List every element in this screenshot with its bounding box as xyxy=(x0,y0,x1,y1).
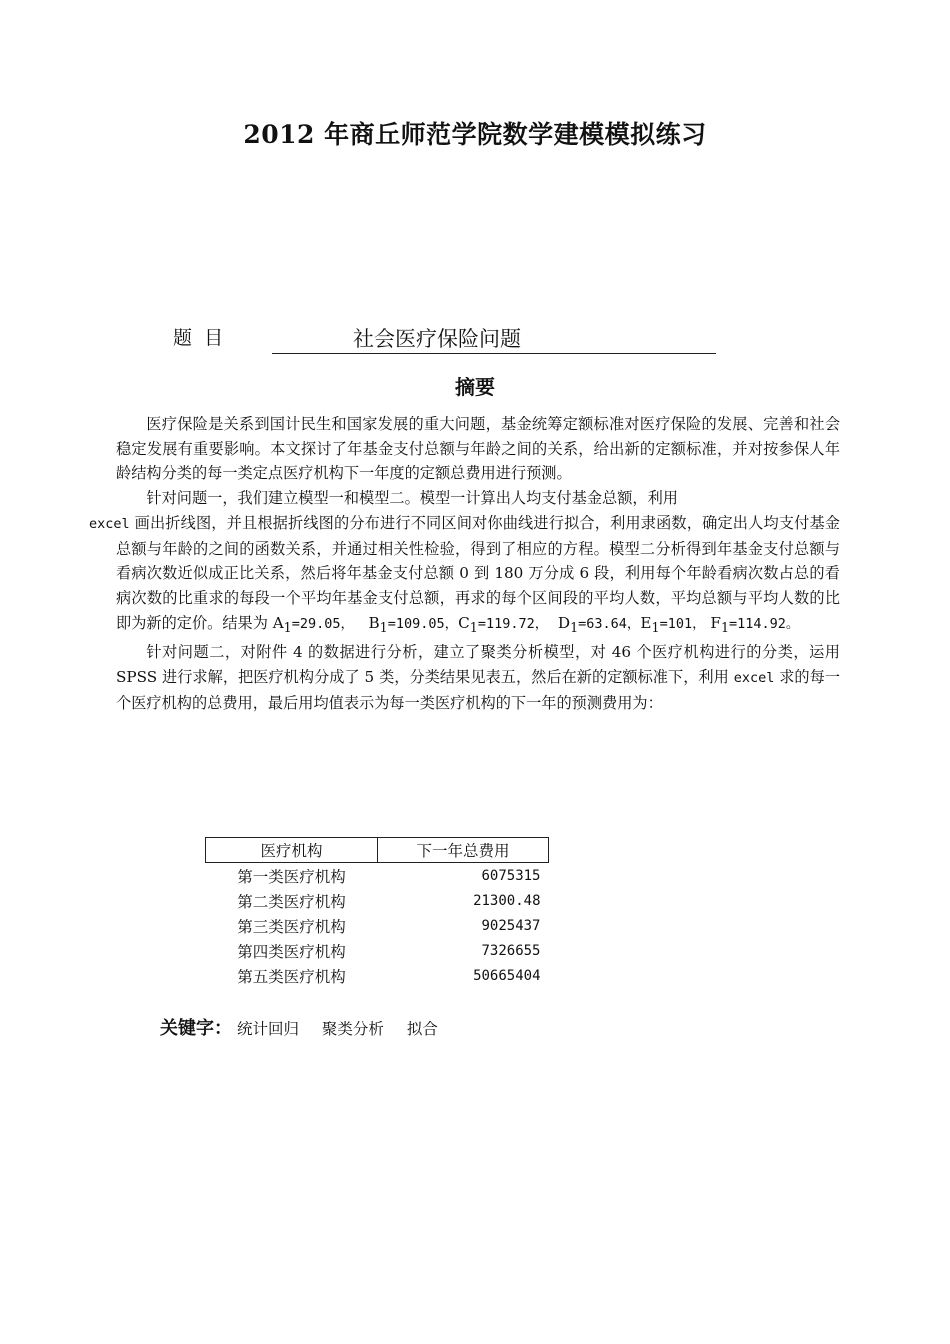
table-row xyxy=(206,888,549,913)
result-a: $A_1=29.05$， xyxy=(272,613,355,635)
abstract-heading: 摘要 xyxy=(455,375,495,399)
excel-term: excel xyxy=(89,515,130,532)
keyword-item: 拟合 xyxy=(406,1020,438,1038)
keywords-label: 关键字： xyxy=(160,1018,232,1039)
topic-value: 社会医疗保险问题 xyxy=(353,327,521,351)
result-b: $B_1=109.05$， xyxy=(368,613,459,635)
result-f: $F_1=114.92$。 xyxy=(710,613,800,635)
topic-label: 题 目 xyxy=(173,327,224,349)
cost-table xyxy=(205,837,549,988)
table-row xyxy=(206,938,549,963)
keyword-item: 聚类分析 xyxy=(321,1020,384,1038)
paragraph-intro: 医疗保险是关系到国计民生和国家发展的重大问题，基金统筹定额标准对医疗保险的发展、完善和社会稳定发展有重要影响。本文探讨了年基金支付总额与年龄之间的关系，给出新的定额标准，并对按参保人年龄结构分类的每一类定点医疗机构下一年度的定额总费用进行预测。 xyxy=(116,415,840,483)
result-f-value: =114.92。 xyxy=(729,615,800,632)
institution-cell: 第一类医疗机构 xyxy=(237,867,346,886)
keyword-item: 统计回归 xyxy=(236,1020,299,1038)
table-row xyxy=(206,863,549,889)
table-row xyxy=(206,963,549,988)
cost-cell: 21300.48 xyxy=(473,892,541,909)
result-c: $C_1=119.72$， xyxy=(458,613,549,635)
cost-cell: 7326655 xyxy=(481,942,541,959)
keywords xyxy=(160,1014,456,1040)
cost-cell: 50665404 xyxy=(473,967,541,984)
result-d-value: =63.64， xyxy=(578,615,641,632)
result-b-value: =109.05， xyxy=(387,615,459,632)
paragraph-problem-one xyxy=(89,486,840,640)
paragraph-problem-one-text-a: 针对问题一，我们建立模型一和模型二。模型一计算出人均支付基金总额，利用 xyxy=(146,489,678,508)
institution-cell: 第三类医疗机构 xyxy=(237,917,346,936)
page-title: 2012 年商丘师范学院数学建模模拟练习 xyxy=(243,120,707,149)
header-institution: 医疗机构 xyxy=(206,838,378,863)
result-e-value: =101， xyxy=(659,615,706,632)
result-e: $E_1=101$， xyxy=(640,613,706,635)
cost-cell: 6075315 xyxy=(481,867,541,884)
paragraph-problem-one-text-b: 画出折线图，并且根据折线图的分布进行不同区间对你曲线进行拟合，利用隶函数，确定出人均支付基金总额与年龄的之间的函数关系，并通过相关性检验，得到了相应的方程。模型二分析得到年基金支付总额与看病次数近似成正比关系，然后将年基金支付总额 0 到 180 万分成 6 段，利用每个年龄看病次数占总的看病次数的比重求的每段一个平均年基金支付总额，再求的每个区间段的平均人数，平均总额与平均人数的比即为新的定价。结果为 xyxy=(116,513,840,632)
result-a-value: =29.05， xyxy=(291,615,355,632)
table-header-row xyxy=(206,838,549,863)
paragraph-problem-two-text-b: 求的每一个医疗机构的总费用，最后用均值表示为每一类医疗机构的下一年的预测费用为： xyxy=(116,668,841,712)
result-d: $D_1=63.64$， xyxy=(557,613,641,635)
excel-term-2: excel xyxy=(733,670,775,687)
paragraph-problem-two xyxy=(116,640,840,715)
table-row xyxy=(206,913,549,938)
paragraph-problem-two-text-a: 针对问题二，对附件 4 的数据进行分析，建立了聚类分析模型，对 46 个医疗机构进行的分类，运用 SPSS 进行求解，把医疗机构分成了 5 类，分类结果见表五，然后在新的定额标准下，利用 xyxy=(116,643,840,687)
abstract-body xyxy=(89,412,841,715)
header-cost: 下一年总费用 xyxy=(378,838,549,863)
institution-cell: 第二类医疗机构 xyxy=(237,892,346,911)
result-c-value: =119.72， xyxy=(477,615,549,632)
institution-cell: 第四类医疗机构 xyxy=(237,942,346,961)
topic-underline xyxy=(272,321,716,354)
institution-cell: 第五类医疗机构 xyxy=(237,967,346,986)
cost-cell: 9025437 xyxy=(481,917,541,934)
